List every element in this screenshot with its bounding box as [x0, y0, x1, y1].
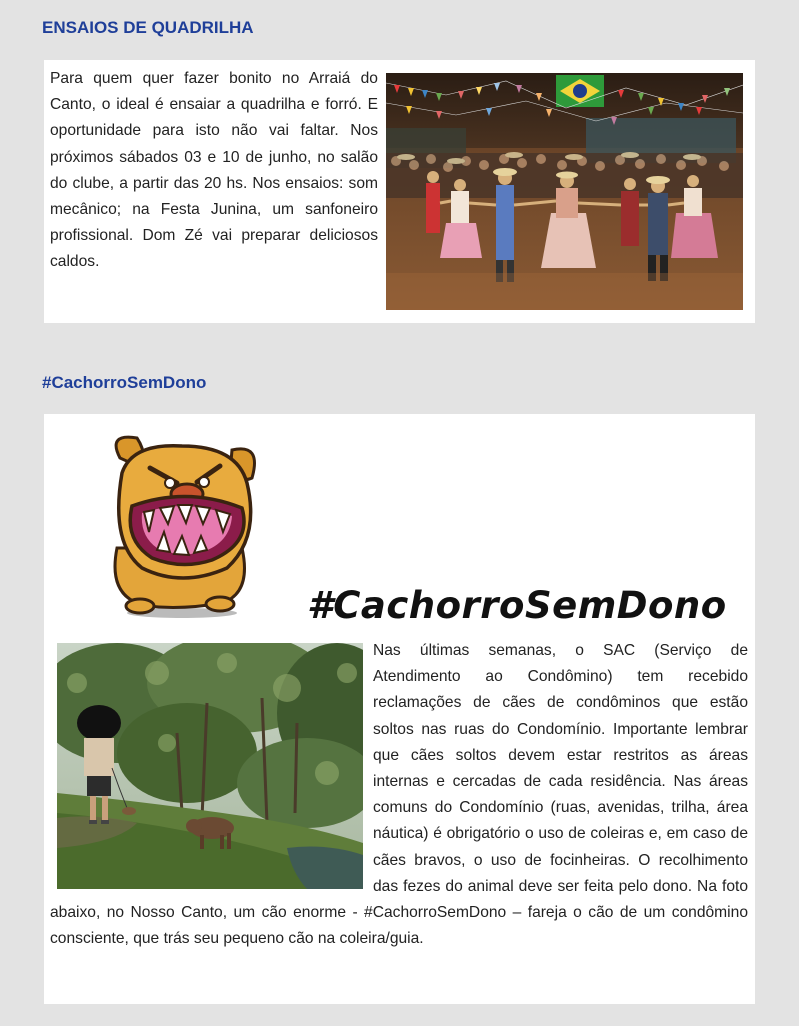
article-text-cachorro: Nas últimas semanas, o SAC (Serviço de Atendimento ao Condômino) tem recebido reclamações de cães de condôminos que estão soltos nas ruas do Condomínio. Importante lembrar que cães soltos devem estar restritos as áreas internas e cercadas de cada residência. Nas áreas comuns do Condomínio (ruas, avenidas, trilha, área náutica) é obrigatório o uso de coleiras e, em caso de cães bravos, o uso de focinheiras. O recolhimento das fezes do animal deve ser feita pelo dono. Na foto abaixo, no Nosso Canto, um cão enorme - #CachorroSemDono – fareja o cão de um condômino consciente, que trás seu pequeno cão na coleira/guia.	[50, 642, 748, 948]
article-card-quadrilha	[44, 60, 755, 323]
angry-dog-icon	[102, 428, 262, 618]
dog-trail-photo	[57, 643, 363, 889]
article-card-cachorro	[44, 414, 755, 1004]
cachorro-sem-dono-logo	[102, 428, 727, 627]
square-dance-photo	[386, 73, 743, 310]
logo-hashtag-text: #CachorroSemDono	[307, 584, 727, 627]
section-title-quadrilha: ENSAIOS DE QUADRILHA	[42, 18, 254, 37]
section-title-cachorro: #CachorroSemDono	[42, 373, 207, 392]
article-text-quadrilha: Para quem quer fazer bonito no Arraiá do Canto, o ideal é ensaiar a quadrilha e forró. E oportunidade para isto não vai faltar. Nos próximos sábados 03 e 10 de junho, no salão do clube, a partir das 20 hs. Nos ensaios: som mecânico; na Festa Junina, um sanfoneiro profissional. Dom Zé vai preparar deliciosos caldos.	[50, 70, 378, 271]
